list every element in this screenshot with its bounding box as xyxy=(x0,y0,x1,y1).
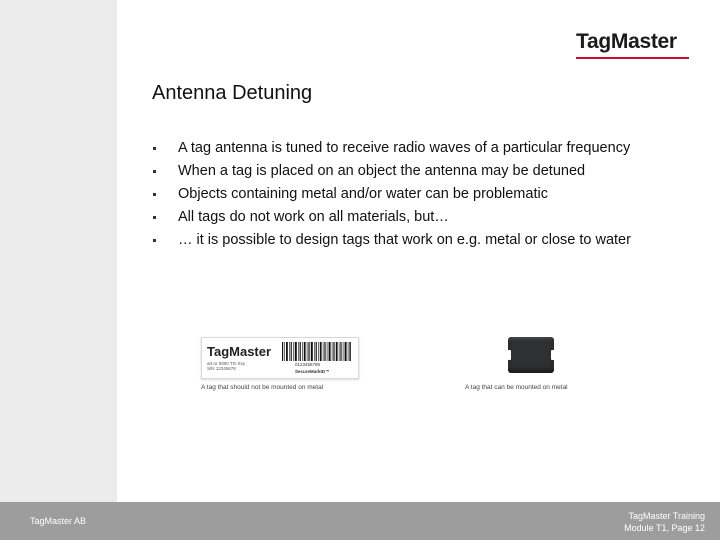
label-tag-caption: A tag that should not be mounted on metal xyxy=(201,384,324,391)
label-tag-article: art.nr 0000 TG-Xxy xyxy=(207,361,246,366)
bullet-text: When a tag is placed on an object the antenna may be detuned xyxy=(178,163,586,179)
label-tag-small-text xyxy=(207,361,267,371)
mounting-notch-right xyxy=(551,350,555,360)
footer-page-number: Module T1, Page 12 xyxy=(624,523,705,533)
bullet-marker xyxy=(153,147,156,150)
label-tag-image xyxy=(201,337,359,379)
footer-page-info xyxy=(624,510,705,534)
bullet-text: All tags do not work on all materials, but… xyxy=(178,209,449,225)
slide-title: Antenna Detuning xyxy=(152,82,313,104)
label-tag-serial: S/N 12345678 xyxy=(207,366,236,371)
bullet-marker xyxy=(153,193,156,196)
mounting-notch-left xyxy=(507,350,511,360)
bullet-marker xyxy=(153,239,156,242)
bullet-list xyxy=(150,138,710,253)
bullet-text: … it is possible to design tags that work on e.g. metal or close to water xyxy=(178,232,631,248)
bullet-item xyxy=(150,230,710,253)
bullet-item xyxy=(150,161,710,184)
barcode-number: 0123456789 xyxy=(295,362,321,367)
bullet-marker xyxy=(153,170,156,173)
footer-bar xyxy=(0,502,720,540)
bullet-item xyxy=(150,207,710,230)
label-tag-logo: TagMaster xyxy=(207,344,272,359)
label-tag-product-name: SecureMarkID™ xyxy=(295,369,330,374)
logo-underline xyxy=(576,57,689,59)
bullet-text: A tag antenna is tuned to receive radio waves of a particular frequency xyxy=(178,140,631,156)
brand-logo: TagMaster xyxy=(576,30,677,53)
footer-course: TagMaster Training xyxy=(628,511,705,521)
barcode-icon xyxy=(282,342,352,361)
bullet-item xyxy=(150,184,710,207)
left-sidebar-panel xyxy=(0,0,117,502)
bullet-item xyxy=(150,138,710,161)
footer-company: TagMaster AB xyxy=(30,516,87,526)
hard-tag-image xyxy=(508,337,554,373)
bullet-marker xyxy=(153,216,156,219)
bullet-text: Objects containing metal and/or water can be problematic xyxy=(178,186,548,202)
hard-tag-caption: A tag that can be mounted on metal xyxy=(465,384,568,391)
